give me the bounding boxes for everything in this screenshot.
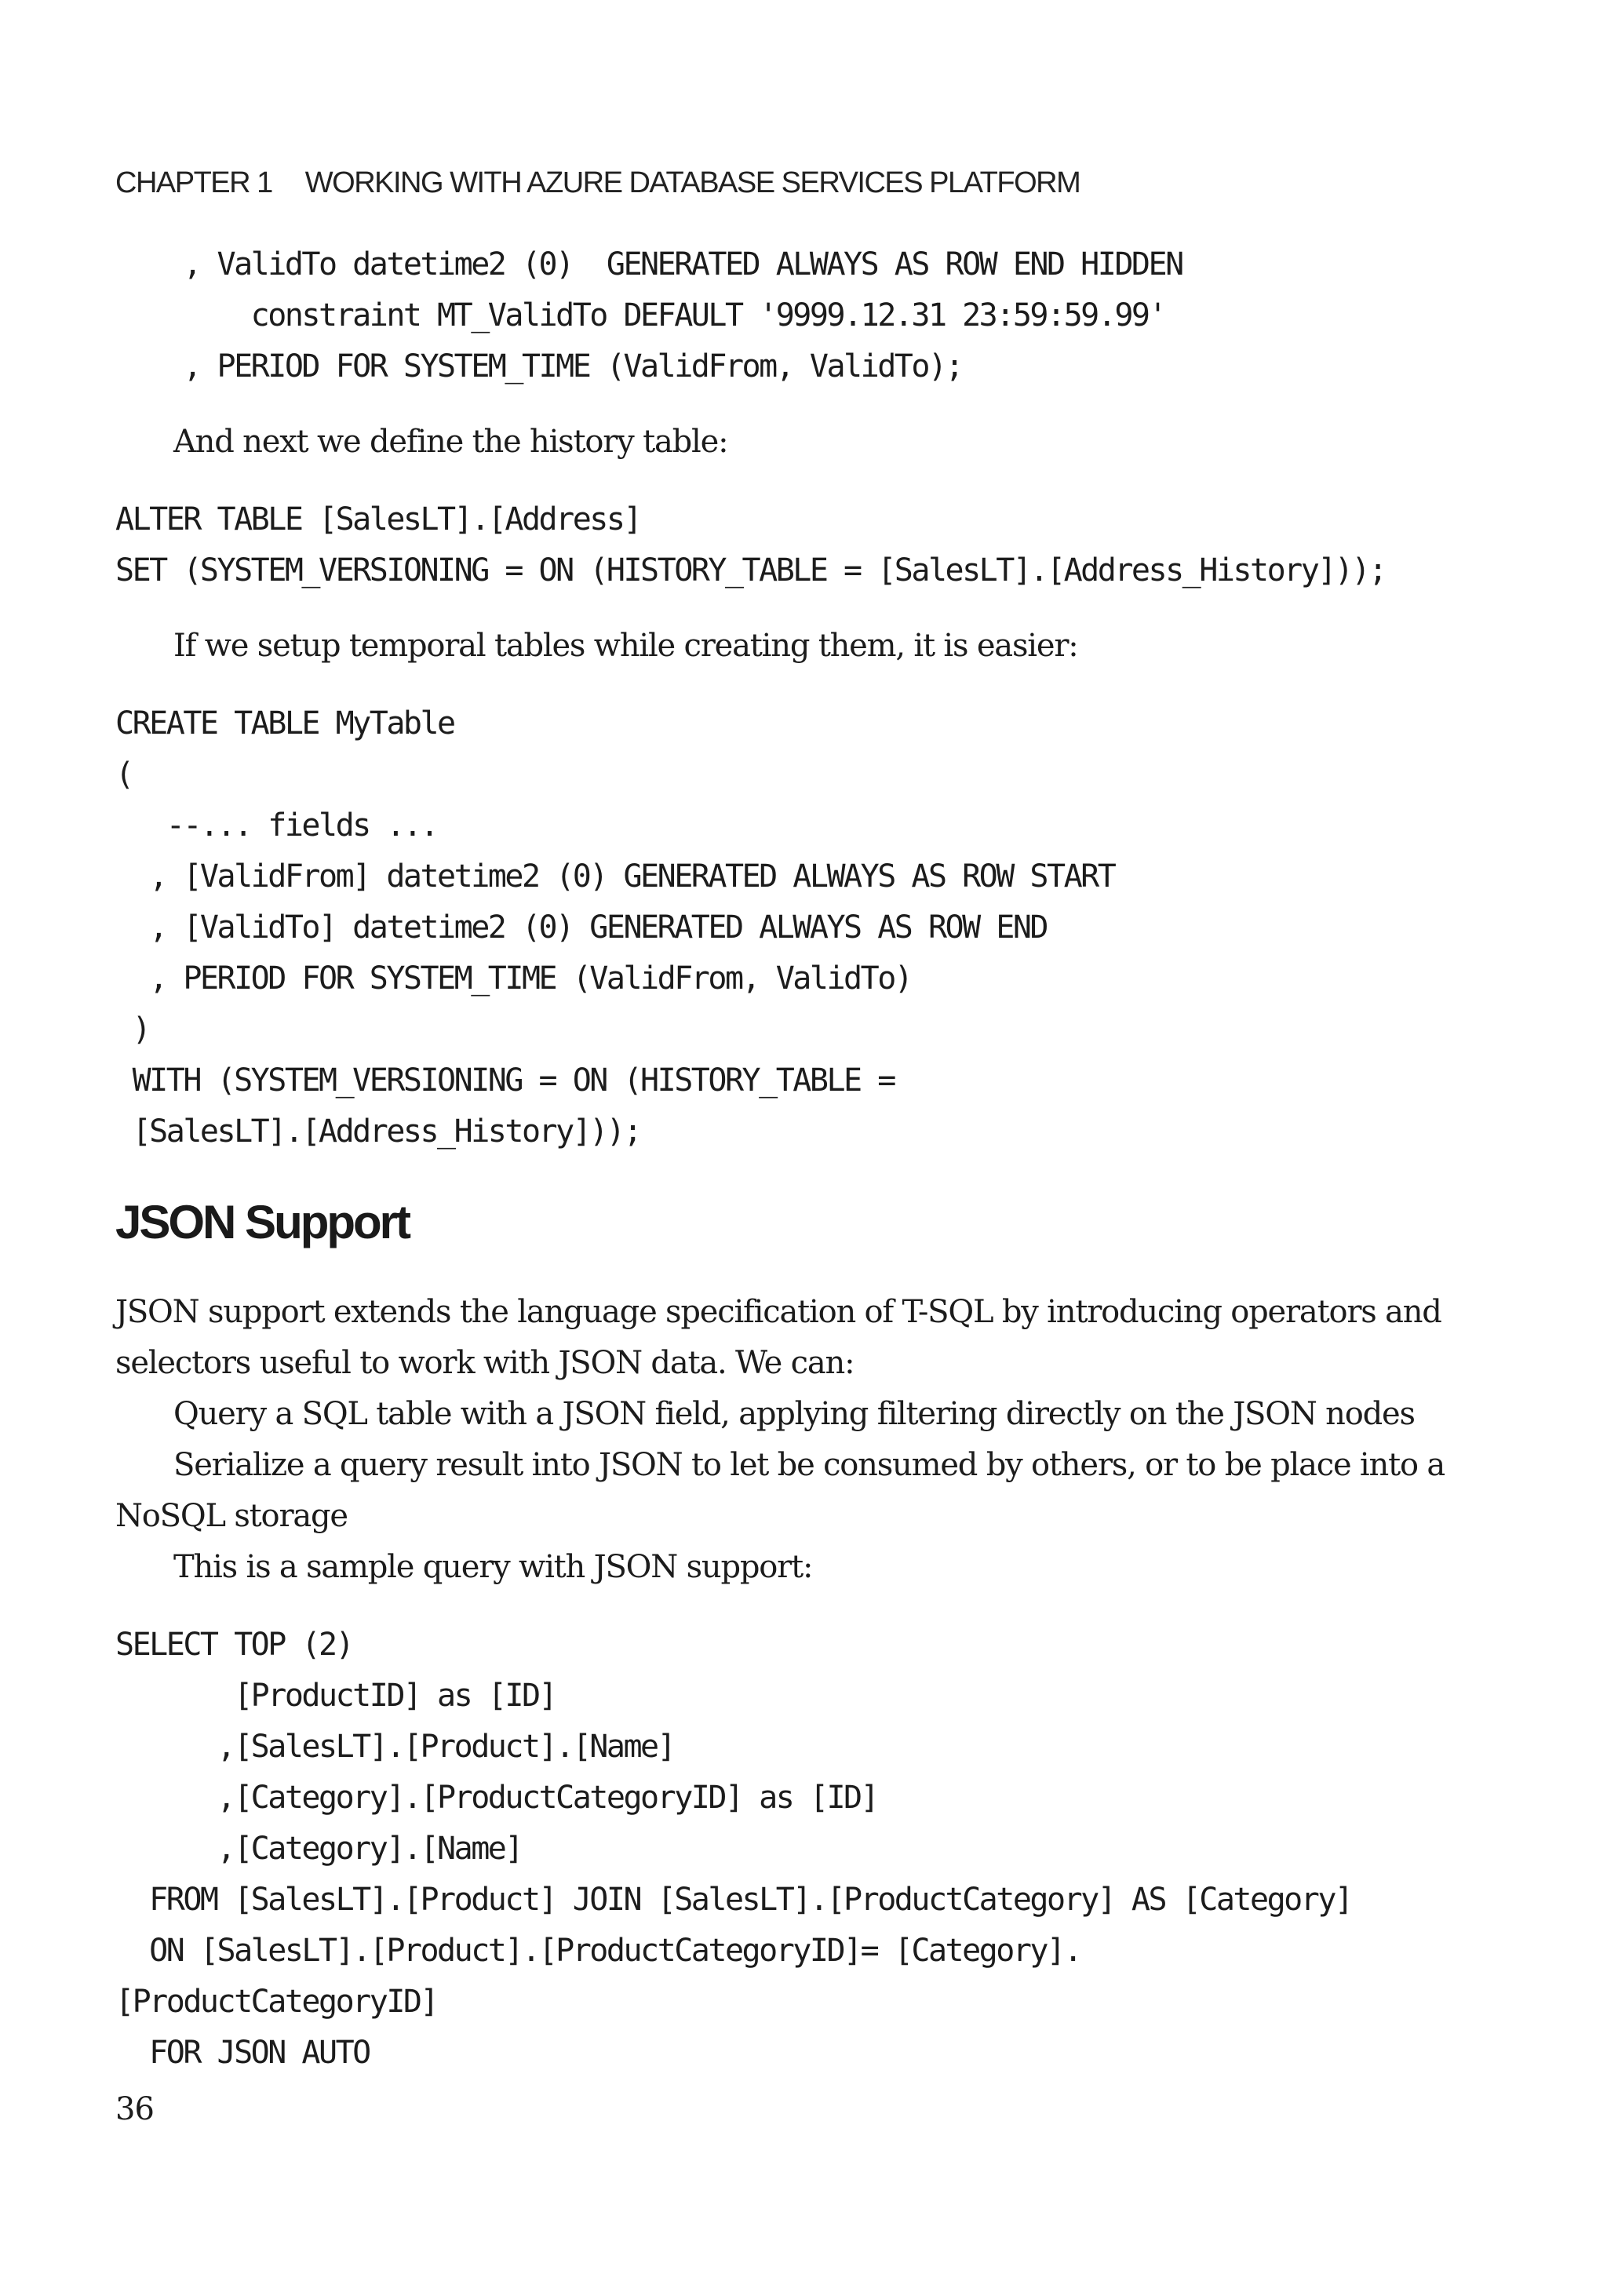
code-line: , PERIOD FOR SYSTEM_TIME (ValidFrom, ValidTo) xyxy=(115,960,912,997)
code-line: ) xyxy=(115,1011,150,1048)
list-item-query-json-field: Query a SQL table with a JSON field, applying filtering directly on the JSON nodes xyxy=(173,1396,1415,1432)
code-line: FROM [SalesLT].[Product] JOIN [SalesLT].[ProductCategory] AS [Category] xyxy=(115,1882,1352,1918)
code-line: FOR JSON AUTO xyxy=(115,2035,370,2071)
chapter-title: WORKING WITH AZURE DATABASE SERVICES PLATFORM xyxy=(304,166,1080,199)
code-block-alter-table xyxy=(115,494,1386,596)
code-line: [ProductCategoryID] xyxy=(115,1984,438,2020)
code-line: CREATE TABLE MyTable xyxy=(115,705,454,742)
paragraph-sample-query-intro: This is a sample query with JSON support: xyxy=(173,1549,813,1585)
chapter-label: CHAPTER 1 xyxy=(115,166,272,199)
code-line: constraint MT_ValidTo DEFAULT '9999.12.31 23:59:59.99' xyxy=(115,297,1166,333)
list-item-serialize-json-cont: NoSQL storage xyxy=(115,1498,348,1534)
code-line: [SalesLT].[Address_History])); xyxy=(115,1113,641,1150)
code-line: SELECT TOP (2) xyxy=(115,1627,353,1663)
code-block-temporal-columns xyxy=(115,239,1182,392)
code-line: , PERIOD FOR SYSTEM_TIME (ValidFrom, ValidTo); xyxy=(115,348,963,384)
code-line: , [ValidTo] datetime2 (0) GENERATED ALWAYS AS ROW END xyxy=(115,909,1048,946)
code-block-json-query xyxy=(115,1620,1352,2079)
code-line: ,[Category].[Name] xyxy=(115,1831,522,1867)
paragraph-json-intro-line1: JSON support extends the language specification of T-SQL by introducing operators and xyxy=(115,1294,1441,1330)
code-line: ,[Category].[ProductCategoryID] as [ID] xyxy=(115,1780,878,1816)
paragraph-history-table: And next we define the history table: xyxy=(173,424,728,460)
code-line: ( xyxy=(115,756,133,793)
code-block-create-table xyxy=(115,698,1114,1157)
paragraph-json-intro-line2: selectors useful to work with JSON data. We can: xyxy=(115,1345,855,1381)
code-line: SET (SYSTEM_VERSIONING = ON (HISTORY_TABLE = [SalesLT].[Address_History])); xyxy=(115,552,1386,589)
code-line: ALTER TABLE [SalesLT].[Address] xyxy=(115,501,641,538)
running-header xyxy=(115,166,1080,200)
list-item-serialize-json: Serialize a query result into JSON to let be consumed by others, or to be place into a xyxy=(173,1447,1445,1483)
code-line: ON [SalesLT].[Product].[ProductCategoryID]= [Category]. xyxy=(115,1933,1081,1969)
code-line: --... fields ... xyxy=(115,807,438,844)
code-line: ,[SalesLT].[Product].[Name] xyxy=(115,1729,675,1765)
code-line: , ValidTo datetime2 (0) GENERATED ALWAYS AS ROW END HIDDEN xyxy=(115,246,1182,282)
code-line: WITH (SYSTEM_VERSIONING = ON (HISTORY_TABLE = xyxy=(115,1062,895,1099)
code-line: [ProductID] as [ID] xyxy=(115,1678,556,1714)
page-number: 36 xyxy=(115,2091,154,2127)
code-line: , [ValidFrom] datetime2 (0) GENERATED ALWAYS AS ROW START xyxy=(115,858,1115,895)
section-heading-json-support: JSON Support xyxy=(115,1196,410,1248)
paragraph-temporal-setup: If we setup temporal tables while creating them, it is easier: xyxy=(173,628,1078,664)
